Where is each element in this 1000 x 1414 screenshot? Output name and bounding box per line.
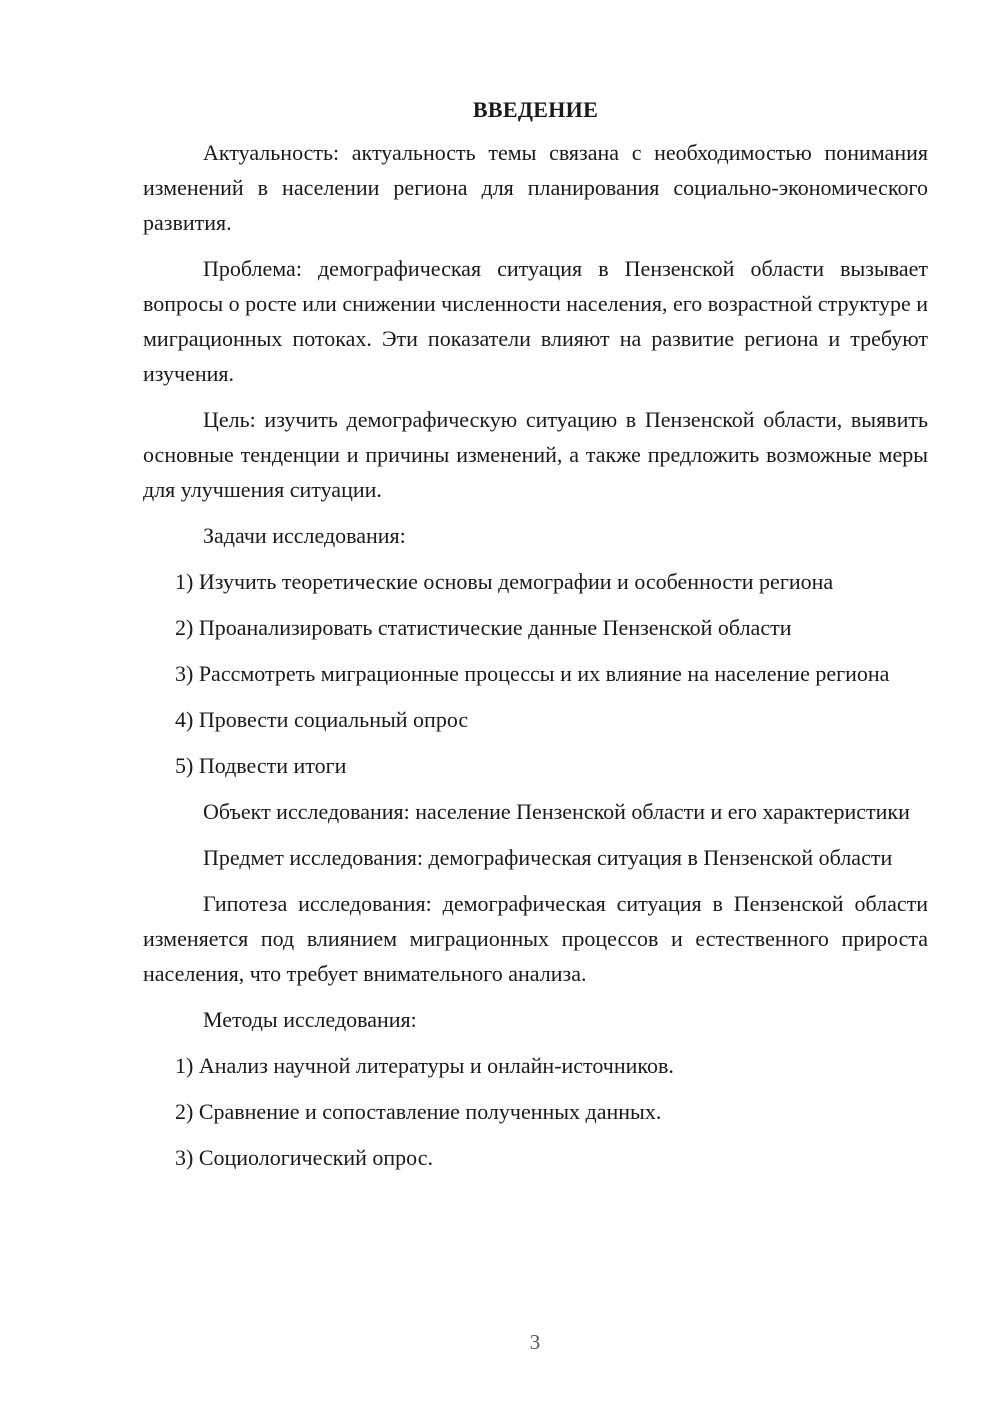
- page-title: ВВЕДЕНИЕ: [472, 97, 599, 122]
- task-item-3: 3) Рассмотреть миграционные процессы и их влияние на население региона: [175, 661, 890, 686]
- method-item-1: 1) Анализ научной литературы и онлайн-источников.: [175, 1053, 674, 1078]
- relevance-paragraph: Актуальность: актуальность темы связана с необходимостью понимания изменений в населении региона для планирования социально-экономического развития.: [143, 140, 928, 235]
- methods-label: Методы исследования:: [203, 1007, 417, 1032]
- task-item-1: 1) Изучить теоретические основы демографии и особенности региона: [175, 569, 834, 594]
- method-item-3: 3) Социологический опрос.: [175, 1145, 433, 1170]
- goal-paragraph: Цель: изучить демографическую ситуацию в Пензенской области, выявить основные тенденции и причины изменений, а также предложить возможные меры для улучшения ситуации.: [143, 407, 928, 502]
- tasks-label: Задачи исследования:: [203, 523, 406, 548]
- problem-paragraph: Проблема: демографическая ситуация в Пензенской области вызывает вопросы о росте или снижении численности населения, его возрастной структуре и миграционных потоках. Эти показатели влияют на развитие региона и требуют изучения.: [143, 256, 928, 386]
- method-item-2: 2) Сравнение и сопоставление полученных данных.: [175, 1099, 662, 1124]
- document-page: [143, 92, 928, 1186]
- subject-paragraph: Предмет исследования: демографическая ситуация в Пензенской области: [203, 845, 893, 870]
- hypothesis-paragraph: Гипотеза исследования: демографическая ситуация в Пензенской области изменяется под влиянием миграционных процессов и естественного прироста населения, что требует внимательного анализа.: [143, 891, 928, 986]
- object-paragraph: Объект исследования: население Пензенской области и его характеристики: [203, 799, 910, 824]
- task-item-5: 5) Подвести итоги: [175, 753, 347, 778]
- task-item-2: 2) Проанализировать статистические данные Пензенской области: [175, 615, 792, 640]
- page-number: 3: [529, 1330, 541, 1354]
- task-item-4: 4) Провести социальный опрос: [175, 707, 469, 732]
